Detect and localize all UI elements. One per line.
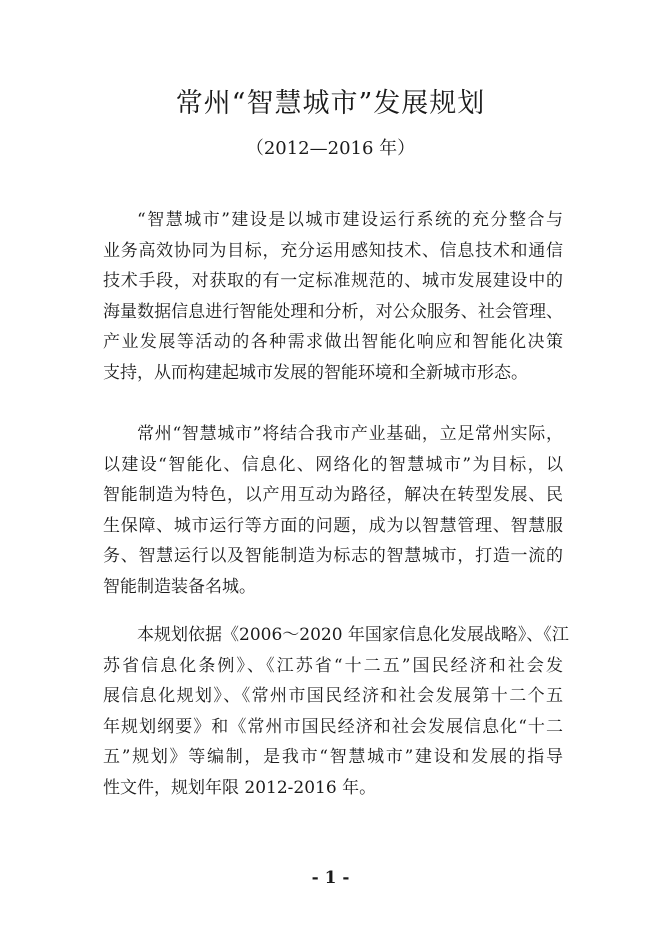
document-title: 常州“智慧城市”发展规划 — [175, 88, 486, 119]
page-number: - 1 - — [311, 868, 350, 888]
paragraph-line: 常州“智慧城市”将结合我市产业基础，立足常州实际， — [137, 424, 563, 444]
paragraph-line: 五”规划》等编制，是我市“智慧城市”建设和发展的指导 — [103, 747, 563, 768]
paragraph-line: 年规划纲要》和《常州市国民经济和社会发展信息化“十二 — [103, 716, 563, 737]
paragraph-line: 产业发展等活动的各种需求做出智能化响应和智能化决策 — [103, 332, 563, 353]
paragraph-line: “智慧城市”建设是以城市建设运行系统的充分整合与 — [137, 210, 563, 230]
paragraph-line: 智能制造装备名城。 — [103, 576, 256, 597]
paragraph-line: 海量数据信息进行智能处理和分析，对公众服务、社会管理、 — [103, 301, 563, 322]
paragraph-1 — [103, 205, 563, 389]
paragraph-line: 业务高效协同为目标，充分运用感知技术、信息技术和通信 — [103, 240, 563, 261]
paragraph-line: 以建设“智能化、信息化、网络化的智慧城市”为目标，以 — [103, 454, 563, 475]
paragraph-line: 智能制造为特色，以产用互动为路径，解决在转型发展、民 — [103, 485, 563, 506]
paragraph-line: 苏省信息化条例》、《江苏省“十二五”国民经济和社会发 — [103, 655, 563, 676]
paragraph-line: 性文件，规划年限 2012-2016 年。 — [103, 777, 377, 798]
paragraph-line: 生保障、城市运行等方面的问题，成为以智慧管理、智慧服 — [103, 515, 563, 536]
paragraph-line: 务、智慧运行以及智能制造为标志的智慧城市，打造一流的 — [103, 546, 563, 567]
paragraph-line: 技术手段，对获取的有一定标准规范的、城市发展建设中的 — [103, 271, 563, 292]
paragraph-3 — [103, 620, 569, 804]
paragraph-2 — [103, 419, 563, 603]
document-subtitle: （2012—2016 年） — [245, 138, 416, 159]
paragraph-line: 本规划依据《2006～2020 年国家信息化发展战略》、《江 — [137, 625, 569, 645]
paragraph-line: 展信息化规划》、《常州市国民经济和社会发展第十二个五 — [103, 686, 563, 707]
paragraph-line: 支持，从而构建起城市发展的智能环境和全新城市形态。 — [103, 362, 528, 383]
